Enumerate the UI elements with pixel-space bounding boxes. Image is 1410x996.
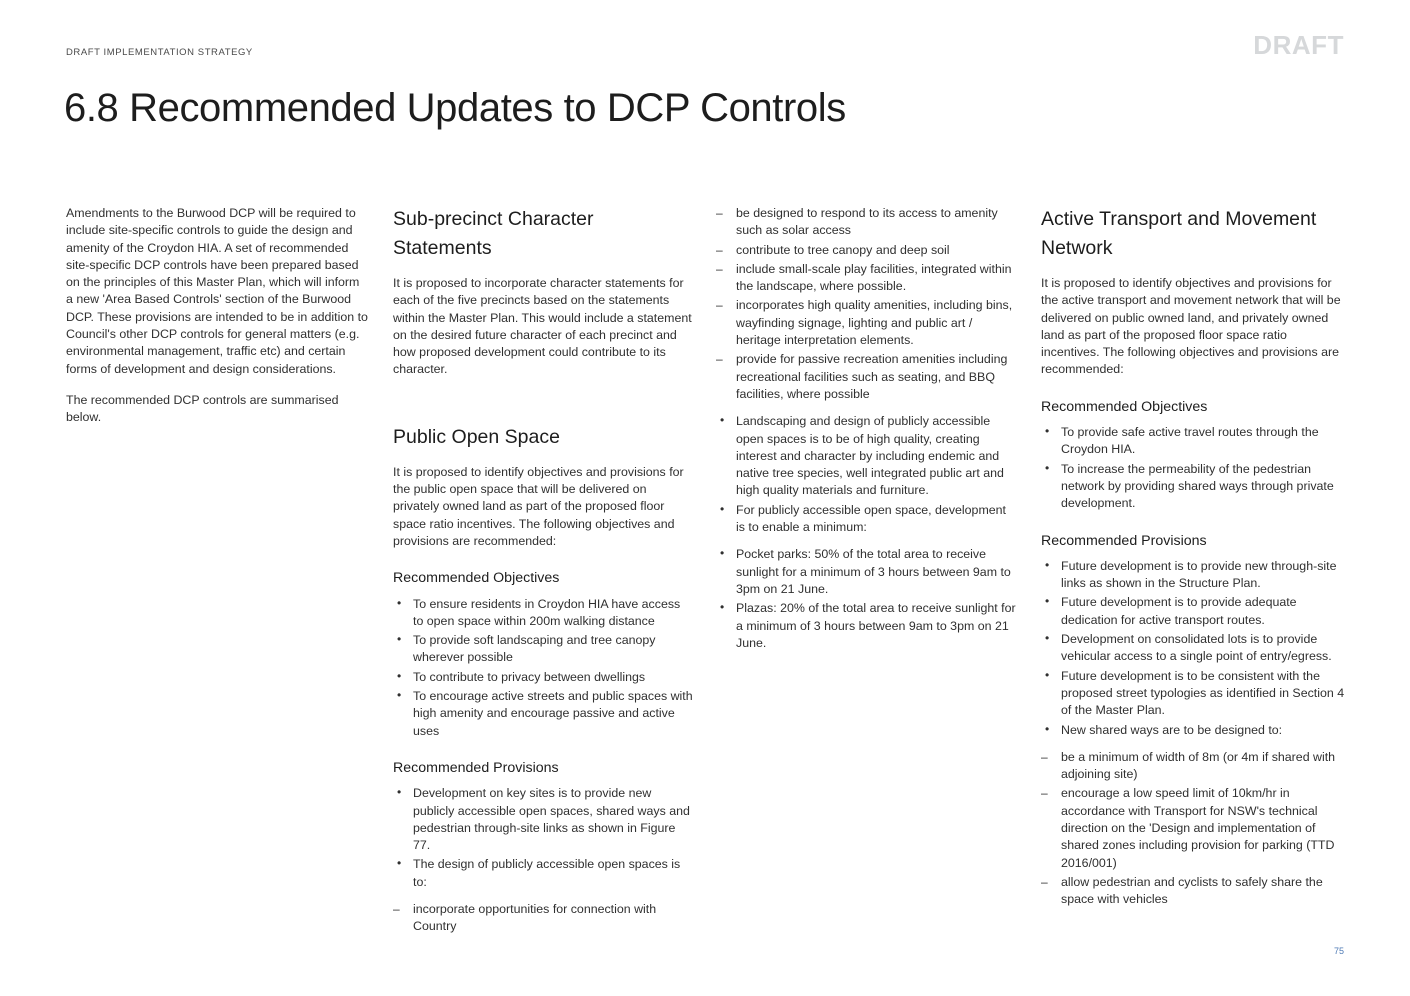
heading-recommended-provisions-active-transport: Recommended Provisions [1041,532,1207,549]
list-item: – incorporates high quality amenities, including bins, wayfinding signage, lighting and public art / heritage interpretation elements. [716,297,1016,349]
list-item: – incorporate opportunities for connection with Country [393,901,693,936]
page-title: 6.8 Recommended Updates to DCP Controls [64,86,846,130]
list-item: – encourage a low speed limit of 10km/hr in accordance with Transport for NSW's technical direction on the 'Design and implementation of shared zones including provision for parking (TTD 2016/001) [1041,785,1346,871]
heading-recommended-objectives-open-space: Recommended Objectives [393,570,560,587]
list-open-space-quality-bullets [716,413,1016,536]
sub-precinct-paragraph: It is proposed to incorporate character statements for each of the five precincts based on the statements within the Master Plan. This would include a statement on the desired future character of each precinct and how proposed development could contribute to its character. [393,276,692,377]
intro-paragraph-2: The recommended DCP controls are summarised below. [66,392,339,425]
list-item: • To provide safe active travel routes through the Croydon HIA. [1041,424,1346,459]
public-open-space-paragraph: It is proposed to identify objectives and provisions for the public open space that will be delivered on privately owned land as part of the proposed floor space ratio incentives. The following objectives and provisions are recommended: [393,464,684,548]
content-columns [66,205,1346,945]
list-item: • For publicly accessible open space, development is to enable a minimum: [716,502,1016,537]
list-provisions-open-space-sub [393,901,693,936]
heading-public-open-space: Public Open Space [393,425,560,448]
list-item: – contribute to tree canopy and deep soil [716,242,1016,259]
intro-paragraph-1: Amendments to the Burwood DCP will be required to include site-specific controls to guide the design and amenity of the Croydon HIA. A set of recommended site-specific DCP controls have been prepared based on the principles of this Master Plan, which will inform a new 'Area Based Controls' section of the Burwood DCP. These provisions are intended to be in addition to Council's other DCP controls for general matters (e.g. environmental management, traffic etc) and certain forms of development and design considerations. [66,206,368,376]
list-sunlight-requirements [716,546,1016,652]
list-item: – include small-scale play facilities, integrated within the landscape, where possible. [716,261,1016,296]
list-item: • To ensure residents in Croydon HIA have access to open space within 200m walking distance [393,596,693,631]
list-item: • Plazas: 20% of the total area to receive sunlight for a minimum of 3 hours between 9am to 3pm on 21 June. [716,600,1016,652]
list-item: • To contribute to privacy between dwellings [393,669,693,686]
heading-sub-precinct-character-statements: Sub-precinct Character Statements [393,208,594,259]
list-objectives-active-transport [1041,424,1346,512]
list-item: – be a minimum of width of 8m (or 4m if shared with adjoining site) [1041,749,1346,784]
list-provisions-open-space [393,785,693,891]
column-intro [66,205,369,441]
list-item: – provide for passive recreation amenities including recreational facilities such as seating, and BBQ facilities, where possible [716,351,1016,403]
running-head: DRAFT IMPLEMENTATION STRATEGY [66,47,253,58]
page-number: 75 [1333,946,1344,956]
active-transport-paragraph: It is proposed to identify objectives and provisions for the active transport and movement network that will be delivered on public owned land, and privately owned land as part of the proposed floor space ratio incentives. The following objectives and provisions are recommended: [1041,276,1341,377]
heading-recommended-provisions-open-space: Recommended Provisions [393,759,559,776]
list-item: • Future development is to provide adequate dedication for active transport routes. [1041,594,1346,629]
list-item: • Future development is to be consistent with the proposed street typologies as identified in Section 4 of the Master Plan. [1041,668,1346,720]
list-item: • To provide soft landscaping and tree canopy wherever possible [393,632,693,667]
list-objectives-open-space [393,596,693,740]
list-item: • Development on consolidated lots is to provide vehicular access to a single point of entry/egress. [1041,631,1346,666]
list-item: – be designed to respond to its access to amenity such as solar access [716,205,1016,240]
column-active-transport [1041,205,1346,919]
draft-watermark: DRAFT [1253,30,1344,60]
heading-active-transport-and-movement-network: Active Transport and Movement Network [1041,208,1317,259]
heading-recommended-objectives-active-transport: Recommended Objectives [1041,398,1208,415]
list-open-space-design-dashes [716,205,1016,403]
list-item: • The design of publicly accessible open spaces is to: [393,856,693,891]
list-item: • Pocket parks: 50% of the total area to receive sunlight for a minimum of 3 hours between 9am to 3pm on 21 June. [716,546,1016,598]
list-item: • To increase the permeability of the pedestrian network by providing shared ways through private development. [1041,461,1346,513]
list-item: • To encourage active streets and public spaces with high amenity and encourage passive and active uses [393,688,693,740]
list-item: • Future development is to provide new through-site links as shown in the Structure Plan. [1041,558,1346,593]
list-provisions-active-transport [1041,558,1346,739]
list-shared-ways-design [1041,749,1346,909]
column-open-space-continued [716,205,1016,662]
list-item: – allow pedestrian and cyclists to safely share the space with vehicles [1041,874,1346,909]
list-item: • New shared ways are to be designed to: [1041,722,1346,739]
list-item: • Landscaping and design of publicly accessible open spaces is to be of high quality, creating interest and character by including endemic and native tree species, well integrated public art and high quality materials and furniture. [716,413,1016,499]
list-item: • Development on key sites is to provide new publicly accessible open spaces, shared ways and pedestrian through-site links as shown in Figure 77. [393,785,693,854]
column-open-space [393,205,693,946]
